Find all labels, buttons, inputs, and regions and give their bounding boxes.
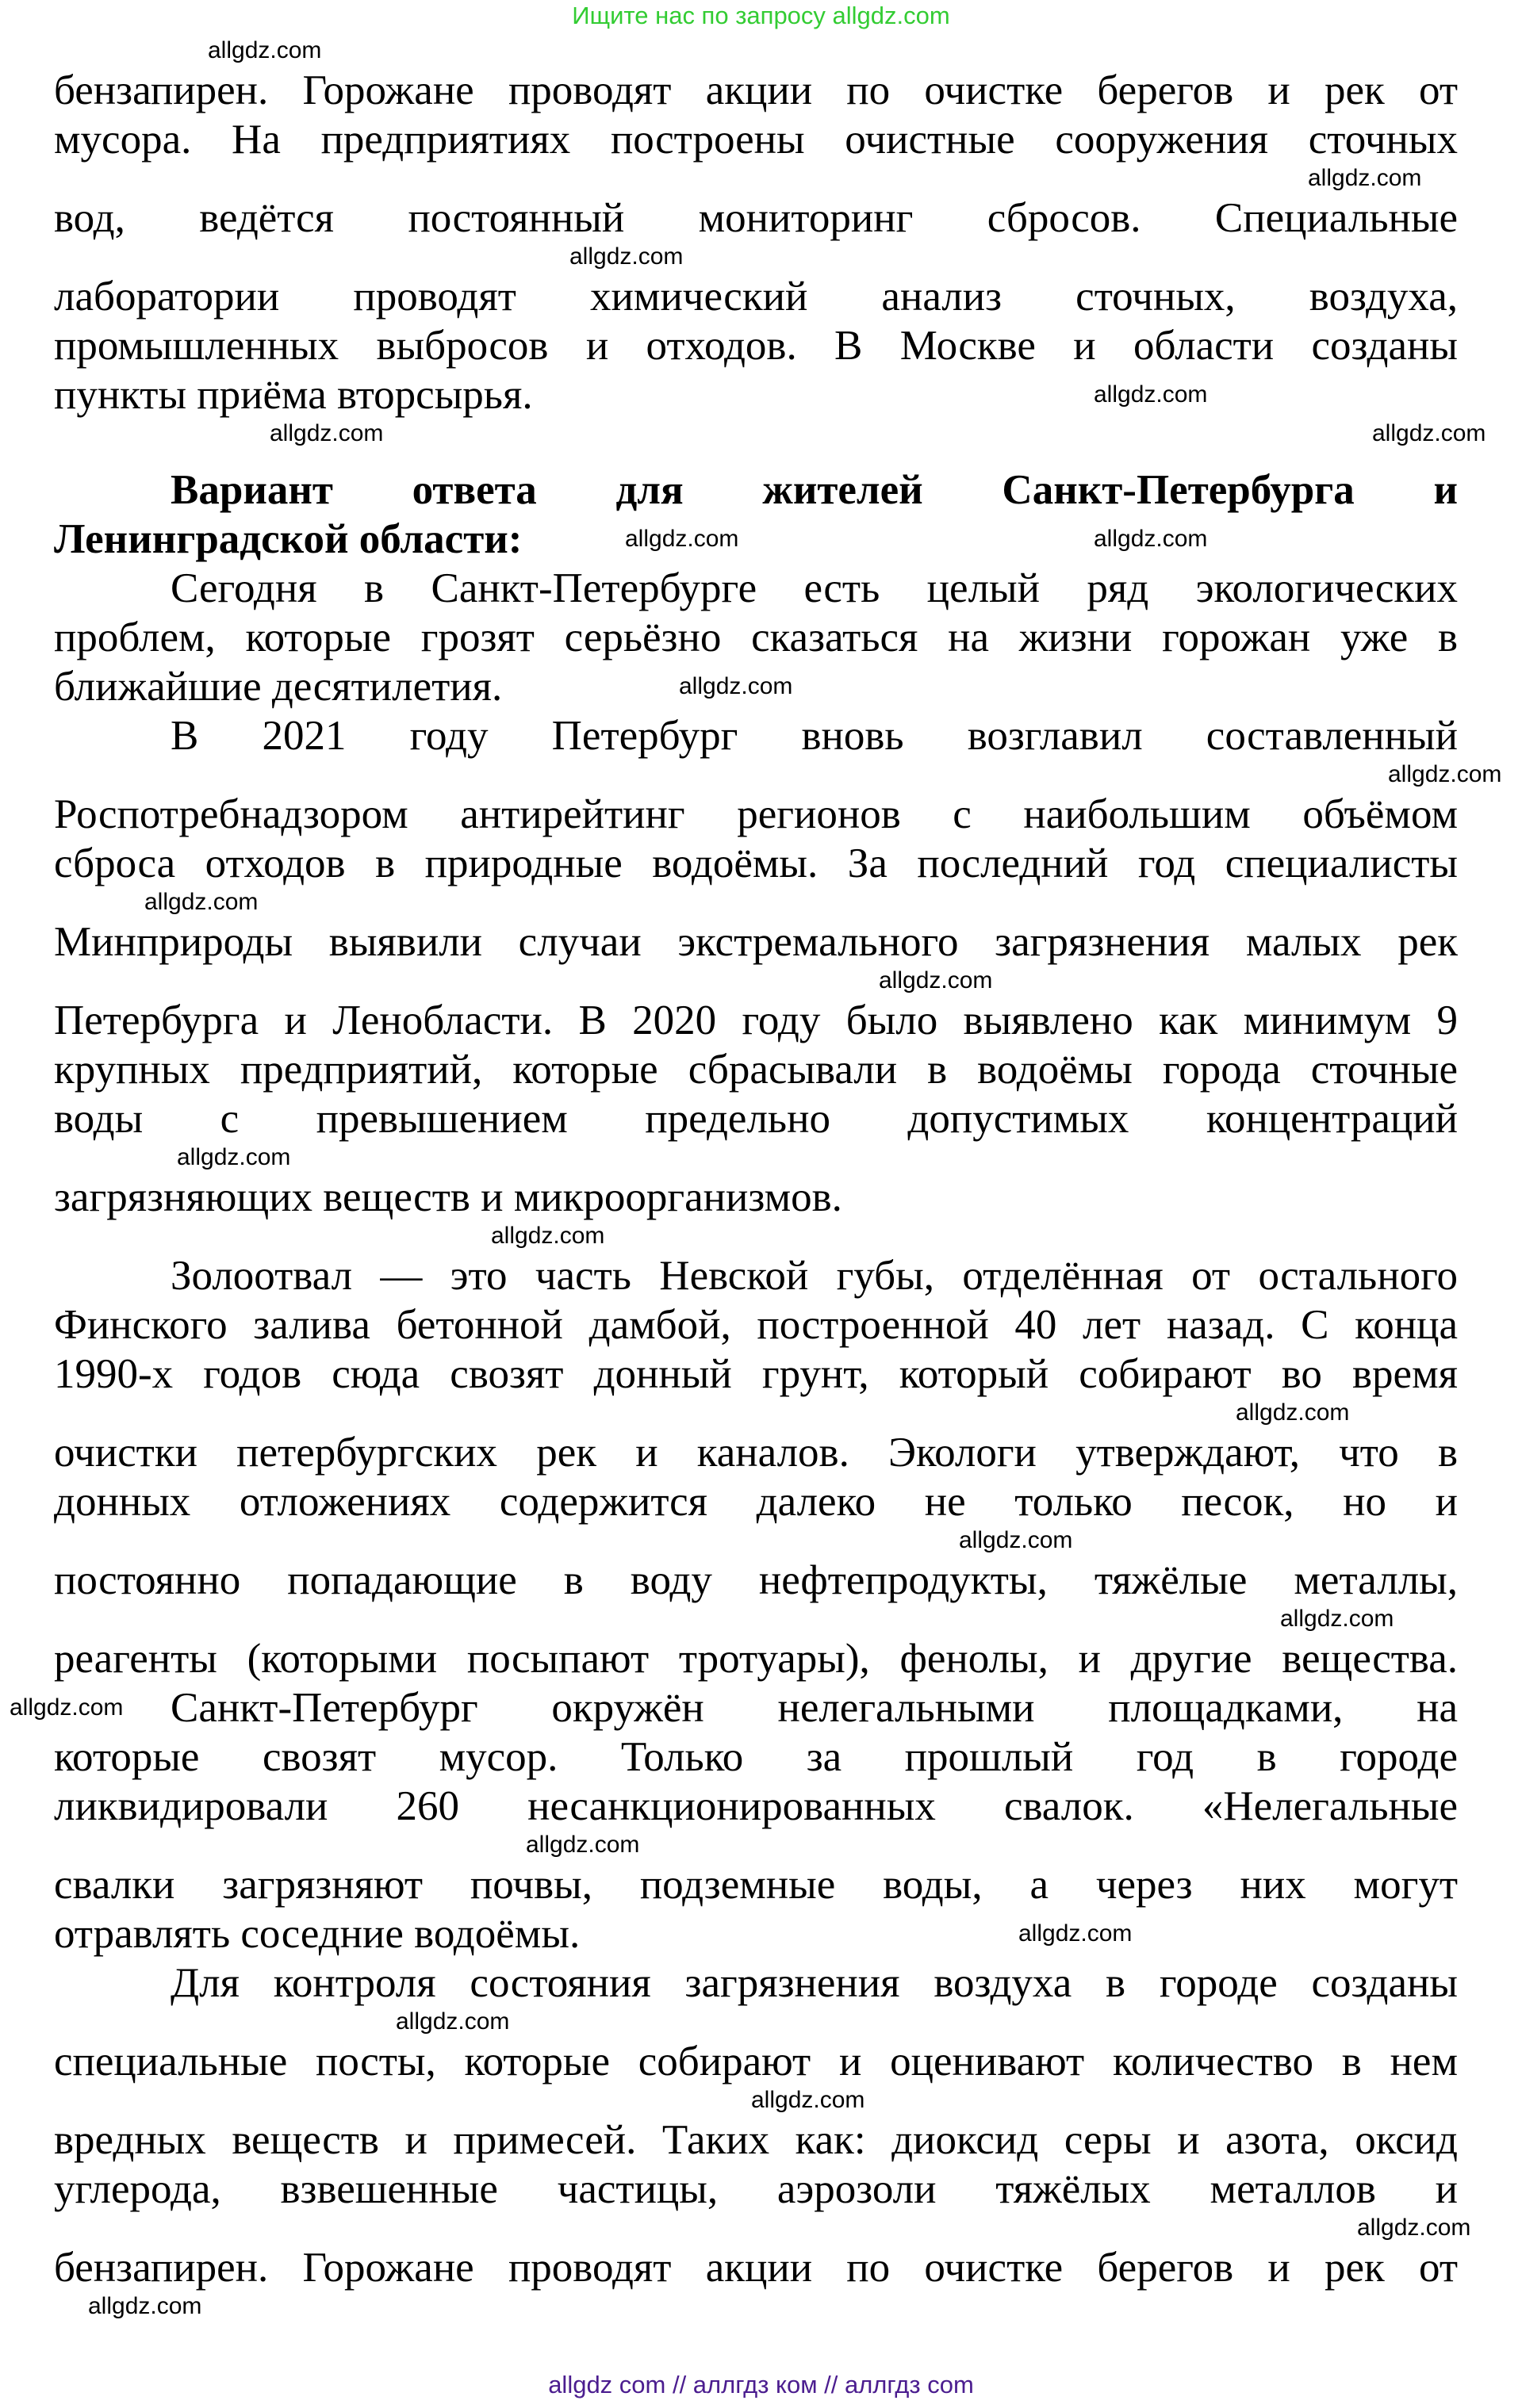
- paragraph-line: воды с превышением предельно допустимых концентраций: [54, 1096, 1458, 1142]
- paragraph-line: свалки загрязняют почвы, подземные воды, а через них могут: [54, 1862, 1458, 1908]
- paragraph-line: Сегодня в Санкт-Петербурге есть целый ряд экологических: [171, 565, 1458, 611]
- paragraph-line: отравлять соседние водоёмы.: [54, 1911, 581, 1957]
- watermark: allgdz.com: [491, 1223, 605, 1249]
- paragraph-line: крупных предприятий, которые сбрасывали в водоёмы города сточные: [54, 1047, 1458, 1093]
- watermark: allgdz.com: [1236, 1399, 1350, 1426]
- watermark: allgdz.com: [879, 967, 993, 993]
- paragraph-line: бензапирен. Горожане проводят акции по очистке берегов и рек от: [54, 67, 1458, 113]
- watermark: allgdz.com: [1372, 420, 1486, 446]
- paragraph-line: В 2021 году Петербург вновь возглавил составленный: [171, 713, 1458, 759]
- watermark: allgdz.com: [270, 420, 384, 446]
- watermark: allgdz.com: [1094, 526, 1208, 552]
- watermark: allgdz.com: [751, 2087, 865, 2113]
- paragraph-line: очистки петербургских рек и каналов. Экологи утверждают, что в: [54, 1430, 1458, 1476]
- paragraph-line: специальные посты, которые собирают и оценивают количество в нем: [54, 2039, 1458, 2085]
- site-banner: Ищите нас по запросу allgdz.com: [572, 2, 950, 29]
- watermark: allgdz.com: [144, 889, 259, 915]
- watermark: allgdz.com: [1308, 165, 1422, 191]
- paragraph-line: загрязняющих веществ и микроорганизмов.: [54, 1174, 842, 1220]
- paragraph-line: Санкт-Петербург окружён нелегальными площадками, на: [171, 1685, 1458, 1731]
- watermark: allgdz.com: [569, 243, 684, 270]
- watermark: allgdz.com: [1280, 1606, 1394, 1632]
- paragraph-line: вредных веществ и примесей. Таких как: диоксид серы и азота, оксид: [54, 2117, 1458, 2163]
- watermark: allgdz.com: [1094, 381, 1208, 408]
- watermark: allgdz.com: [1018, 1920, 1133, 1947]
- paragraph-line: бензапирен. Горожане проводят акции по очистке берегов и рек от: [54, 2245, 1458, 2291]
- watermark: allgdz.com: [177, 1144, 291, 1170]
- section-heading-line: Вариант ответа для жителей Санкт-Петербурга и: [171, 467, 1458, 513]
- watermark: allgdz.com: [625, 526, 739, 552]
- paragraph-line: 1990-х годов сюда свозят донный грунт, который собирают во время: [54, 1351, 1458, 1397]
- paragraph-line: Петербурга и Ленобласти. В 2020 году было выявлено как минимум 9: [54, 997, 1458, 1043]
- paragraph-line: углерода, взвешенные частицы, аэрозоли тяжёлых металлов и: [54, 2166, 1458, 2212]
- paragraph-line: мусора. На предприятиях построены очистные сооружения сточных: [54, 117, 1458, 163]
- paragraph-line: пункты приёма вторсырья.: [54, 372, 533, 418]
- watermark: allgdz.com: [1357, 2215, 1471, 2241]
- paragraph-line: ликвидировали 260 несанкционированных свалок. «Нелегальные: [54, 1783, 1458, 1829]
- paragraph-line: донных отложениях содержится далеко не только песок, но и: [54, 1479, 1458, 1525]
- watermark: allgdz.com: [959, 1527, 1073, 1553]
- paragraph-line: реагенты (которыми посыпают тротуары), фенолы, и другие вещества.: [54, 1636, 1458, 1682]
- paragraph-line: Минприроды выявили случаи экстремального загрязнения малых рек: [54, 919, 1458, 965]
- watermark: allgdz.com: [88, 2293, 202, 2319]
- paragraph-line: вод, ведётся постоянный мониторинг сбросов. Специальные: [54, 195, 1458, 241]
- paragraph-line: Для контроля состояния загрязнения воздуха в городе созданы: [171, 1960, 1458, 2006]
- paragraph-line: постоянно попадающие в воду нефтепродукты, тяжёлые металлы,: [54, 1557, 1458, 1603]
- section-heading-line: Ленинградской области:: [54, 516, 523, 562]
- paragraph-line: лаборатории проводят химический анализ сточных, воздуха,: [54, 274, 1458, 320]
- watermark: allgdz.com: [396, 2008, 510, 2035]
- paragraph-line: Роспотребнадзором антирейтинг регионов с наибольшим объёмом: [54, 791, 1458, 837]
- watermark: allgdz.com: [1388, 761, 1502, 787]
- paragraph-line: промышленных выбросов и отходов. В Москве и области созданы: [54, 323, 1458, 369]
- paragraph-line: которые свозят мусор. Только за прошлый год в городе: [54, 1734, 1458, 1780]
- paragraph-line: Золоотвал — это часть Невской губы, отделённая от остального: [171, 1253, 1458, 1299]
- watermark: allgdz.com: [10, 1694, 124, 1721]
- paragraph-line: сброса отходов в природные водоёмы. За последний год специалисты: [54, 840, 1458, 886]
- site-footer: allgdz com // аллгдз ком // аллгдз com: [548, 2371, 974, 2398]
- watermark: allgdz.com: [208, 37, 322, 63]
- paragraph-line: Финского залива бетонной дамбой, построенной 40 лет назад. С конца: [54, 1302, 1458, 1348]
- watermark: allgdz.com: [526, 1832, 640, 1858]
- paragraph-line: проблем, которые грозят серьёзно сказаться на жизни горожан уже в: [54, 614, 1458, 660]
- paragraph-line: ближайшие десятилетия.: [54, 664, 503, 710]
- watermark: allgdz.com: [679, 673, 793, 699]
